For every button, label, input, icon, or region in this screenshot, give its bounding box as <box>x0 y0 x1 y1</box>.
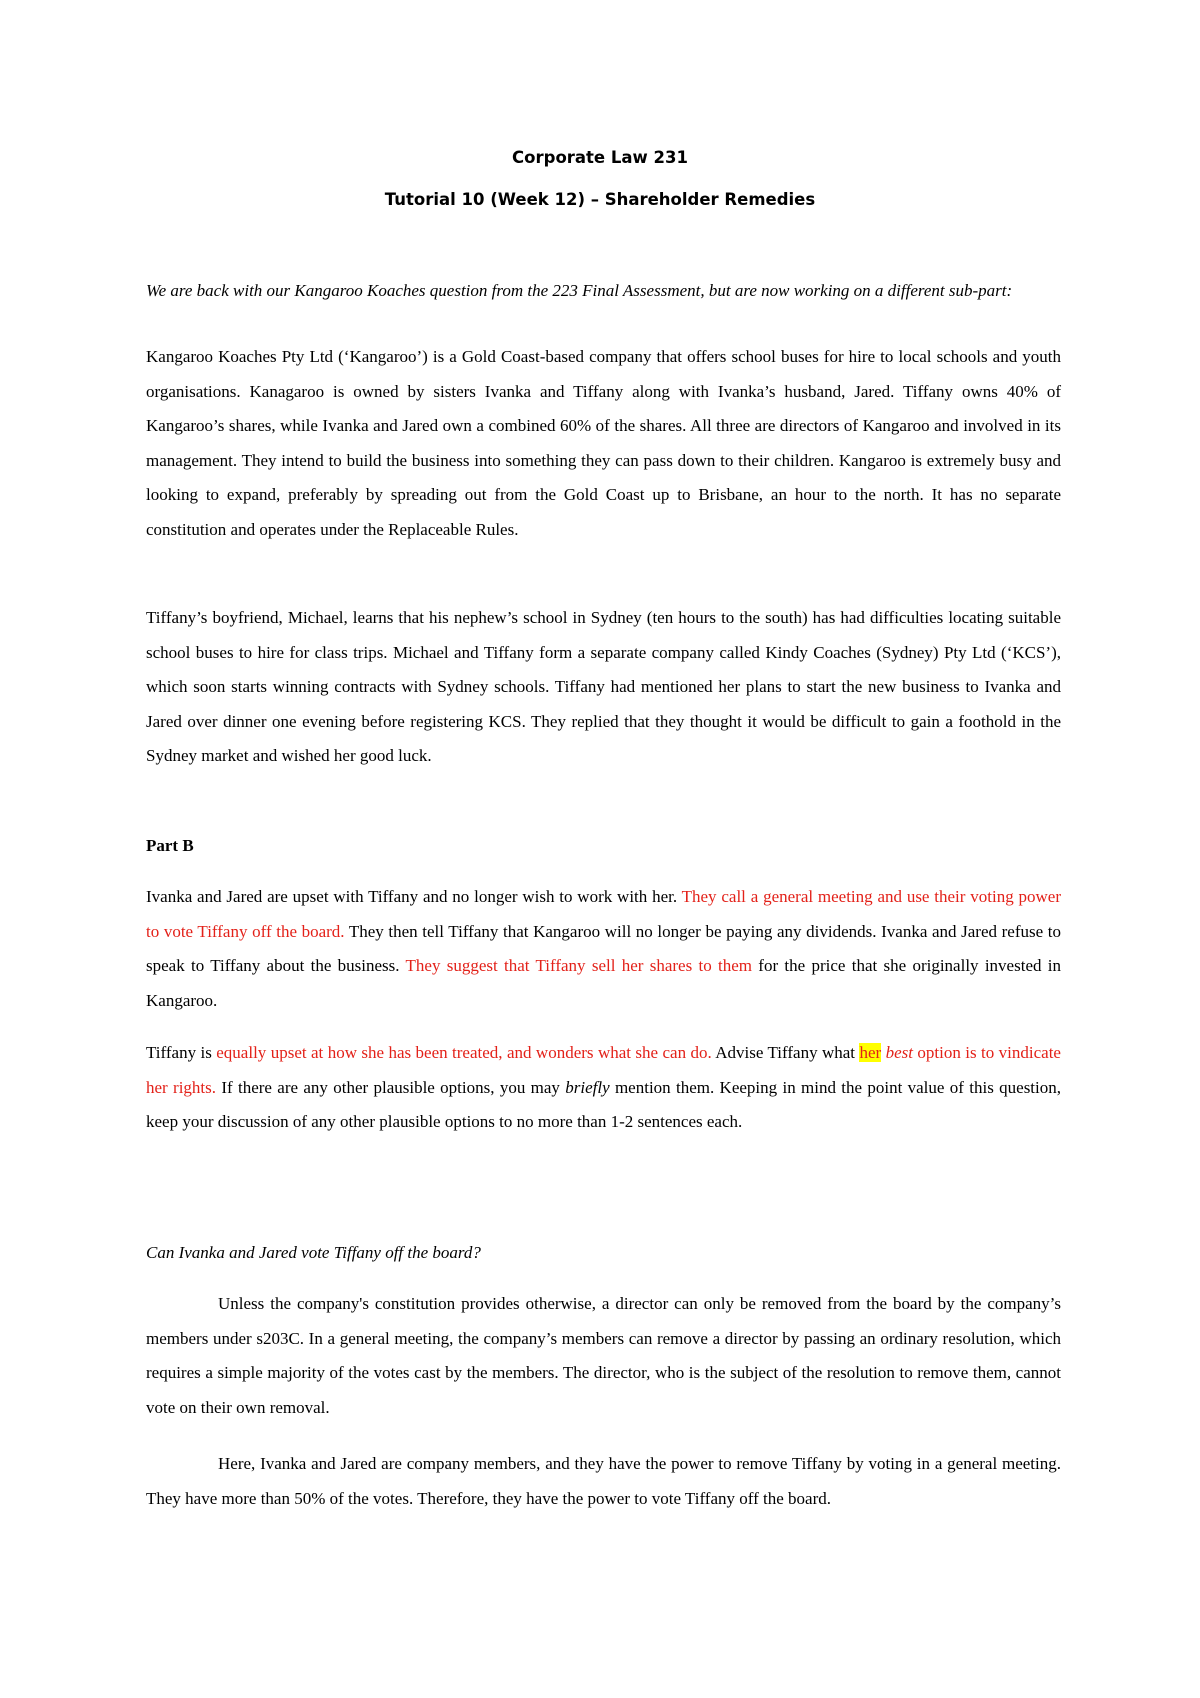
part-b-red-text: They call a general meeting and use their voting power to vote Tiffany off the board. <box>146 887 1061 941</box>
question-text: Tiffany is <box>146 1043 217 1062</box>
answer-paragraph-1: Unless the company's constitution provides otherwise, a director can only be removed from the board by the company’s members under s203C. In a general meeting, the company’s members can remove a director by passing an ordinary resolution, which requires a simple majority of the votes cast by the members. The director, who is the subject of the resolution to remove them, cannot vote on their own removal. <box>146 1294 1061 1417</box>
subquestion-heading: Can Ivanka and Jared vote Tiffany off the board? <box>146 1243 481 1262</box>
question-italic-text: briefly <box>565 1077 610 1097</box>
document-title: Corporate Law 231 <box>512 148 688 167</box>
question-red-italic-text: best <box>885 1043 913 1062</box>
question-text: If there are any other plausible options, you may <box>216 1077 566 1097</box>
answer-paragraph-2: Here, Ivanka and Jared are company members, and they have the power to remove Tiffany by voting in a general meeting. They have more than 50% of the votes. Therefore, they have the power to vote Tiffany off the board. <box>146 1454 1061 1508</box>
question-highlighted-text: her <box>859 1043 882 1062</box>
part-b-text: They then tell Tiffany that Kangaroo will no longer be paying any dividends. Ivanka and Jared refuse to speak to Tiffany about the business. <box>146 921 1061 975</box>
part-b-heading: Part B <box>146 836 194 855</box>
part-b-text: Ivanka and Jared are upset with Tiffany and no longer wish to work with her. <box>146 887 682 906</box>
facts-paragraph-2: Tiffany’s boyfriend, Michael, learns that his nephew’s school in Sydney (ten hours to the south) has had difficulties locating suitable school buses to hire for class trips. Michael and Tiffany form a separate company called Kindy Coaches (Sydney) Pty Ltd (‘KCS’), which soon starts winning contracts with Sydney schools. Tiffany had mentioned her plans to start the new business to Ivanka and Jared over dinner one evening before registering KCS. They replied that they thought it would be difficult to gain a foothold in the Sydney market and wished her good luck. <box>146 608 1061 765</box>
part-b-red-text: They suggest that Tiffany sell her shares to them <box>405 956 753 975</box>
intro-paragraph: We are back with our Kangaroo Koaches question from the 223 Final Assessment, but are now working on a different sub-part: <box>146 281 1013 300</box>
question-text: Advise Tiffany what <box>711 1043 860 1062</box>
question-red-text: option is to vindicate her rights. <box>146 1043 1061 1097</box>
part-b-paragraph <box>146 880 1061 1018</box>
question-text: mention them. Keeping in mind the point value of this question, keep your discussion of any other plausible options to no more than 1-2 sentences each. <box>146 1077 1062 1131</box>
part-b-text: for the price that she originally invested in Kangaroo. <box>146 956 1061 1010</box>
facts-paragraph-1: Kangaroo Koaches Pty Ltd (‘Kangaroo’) is a Gold Coast-based company that offers school buses for hire to local schools and youth organisations. Kanagaroo is owned by sisters Ivanka and Tiffany along with Ivanka’s husband, Jared. Tiffany owns 40% of Kangaroo’s shares, while Ivanka and Jared own a combined 60% of the shares. All three are directors of Kangaroo and involved in its management. They intend to build the business into something they can pass down to their children. Kangaroo is extremely busy and looking to expand, preferably by spreading out from the Gold Coast up to Brisbane, an hour to the north. It has no separate constitution and operates under the Replaceable Rules. <box>146 347 1061 539</box>
document-subtitle: Tutorial 10 (Week 12) – Shareholder Remedies <box>384 190 816 209</box>
question-paragraph <box>146 1036 1061 1140</box>
question-red-text: equally upset at how she has been treated, and wonders what she can do. <box>216 1043 712 1062</box>
